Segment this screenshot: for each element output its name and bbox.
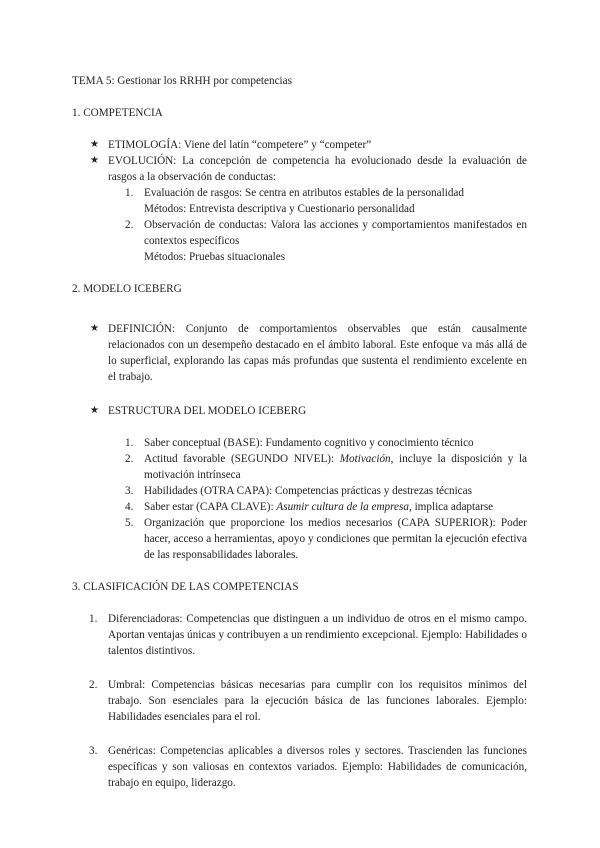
item-number: 1. [89, 613, 98, 625]
item-text: Umbral: Competencias básicas necesarias para cumplir con los requisitos mínimos del trabajo. Son esenciales para la ejecución básica de las funciones laborales. Ejemplo: Habilidades esenciales para el rol. [108, 679, 527, 723]
item-metodos: Métodos: Pruebas situacionales [144, 251, 286, 263]
item-text: Observación de conductas: Valora las acciones y comportamientos manifestados en contextos específicos [144, 219, 527, 247]
list-item [72, 515, 527, 563]
item-number: 4. [125, 501, 134, 513]
item-text-pre: Actitud favorable (SEGUNDO NIVEL): [144, 453, 340, 465]
etimologia-item [72, 137, 527, 153]
item-number: 1. [125, 437, 134, 449]
item-number: 5. [125, 517, 134, 529]
list-item [72, 185, 527, 217]
estructura-item [72, 403, 527, 419]
item-number: 1. [125, 187, 134, 199]
section-heading-competencia: 1. COMPETENCIA [72, 107, 163, 119]
item-number: 2. [125, 453, 134, 465]
list-item [72, 743, 527, 791]
list-item [72, 217, 527, 265]
item-number: 3. [125, 485, 134, 497]
item-text-emphasis: Motivación [339, 453, 391, 465]
list-item [72, 611, 527, 659]
item-text: Genéricas: Competencias aplicables a diversos roles y sectores. Trascienden las funciones específicas y son valiosas en contextos variados. Ejemplo: Habilidades de comunicación, trabajo en equipo, liderazgo. [108, 745, 527, 789]
section-heading-iceberg: 2. MODELO ICEBERG [72, 283, 182, 295]
competencia-list [72, 137, 527, 185]
item-number: 3. [89, 745, 98, 757]
star-icon: ★ [90, 405, 99, 416]
star-icon: ★ [90, 155, 99, 166]
item-number: 2. [89, 679, 98, 691]
document-page [72, 73, 527, 791]
document-title: TEMA 5: Gestionar los RRHH por competencias [72, 75, 292, 87]
evolucion-text: EVOLUCIÓN: La concepción de competencia ha evolucionado desde la evaluación de rasgos a la observación de conductas: [108, 155, 527, 183]
evolucion-sublist [72, 185, 527, 265]
item-text-post: , implica adaptarse [408, 501, 494, 513]
star-icon: ★ [90, 323, 99, 334]
item-text: Organización que proporcione los medios necesarios (CAPA SUPERIOR): Poder hacer, acceso a herramientas, apoyo y condiciones que permitan la ejecución efectiva de las responsabilidades laborales. [144, 517, 527, 561]
etimologia-text: ETIMOLOGÍA: Viene del latín “competere” y “competer” [108, 139, 372, 151]
item-text: Evaluación de rasgos: Se centra en atributos estables de la personalidad [144, 187, 464, 199]
section-heading-clasificacion: 3. CLASIFICACIÓN DE LAS COMPETENCIAS [72, 581, 299, 593]
item-number: 2. [125, 219, 134, 231]
item-text: Saber conceptual (BASE): Fundamento cognitivo y conocimiento técnico [144, 437, 474, 449]
list-item [72, 451, 527, 483]
iceberg-definicion-list [72, 321, 527, 385]
item-text: Diferenciadoras: Competencias que distinguen a un individuo de otros en el mismo campo. Aportan ventajas únicas y contribuyen a un rendimiento excepcional. Ejemplo: Habilidades o talentos distintivos. [108, 613, 527, 657]
item-metodos: Métodos: Entrevista descriptiva y Cuestionario personalidad [144, 203, 415, 215]
list-item [72, 499, 527, 515]
evolucion-item [72, 153, 527, 185]
list-item [72, 677, 527, 725]
item-text-pre: Saber estar (CAPA CLAVE): [144, 501, 277, 513]
star-icon: ★ [90, 139, 99, 150]
definicion-text: DEFINICIÓN: Conjunto de comportamientos observables que están causalmente relacionados con un desempeño destacado en el ámbito laboral. Este enfoque va más allá de lo superficial, explorando las capas más profundas que sustenta el rendimiento excelente en el trabajo. [108, 323, 527, 383]
clasificacion-list [72, 611, 527, 791]
list-item [72, 435, 527, 451]
item-text-emphasis: Asumir cultura de la empresa [276, 501, 409, 513]
estructura-heading: ESTRUCTURA DEL MODELO ICEBERG [108, 405, 307, 417]
item-text: Habilidades (OTRA CAPA): Competencias prácticas y destrezas técnicas [144, 485, 472, 497]
list-item [72, 483, 527, 499]
item-text-post: , incluye la disposición y la motivación intrínseca [144, 453, 528, 481]
iceberg-estructura-list [72, 403, 527, 419]
definicion-item [72, 321, 527, 385]
iceberg-estructura-sublist [72, 435, 527, 563]
